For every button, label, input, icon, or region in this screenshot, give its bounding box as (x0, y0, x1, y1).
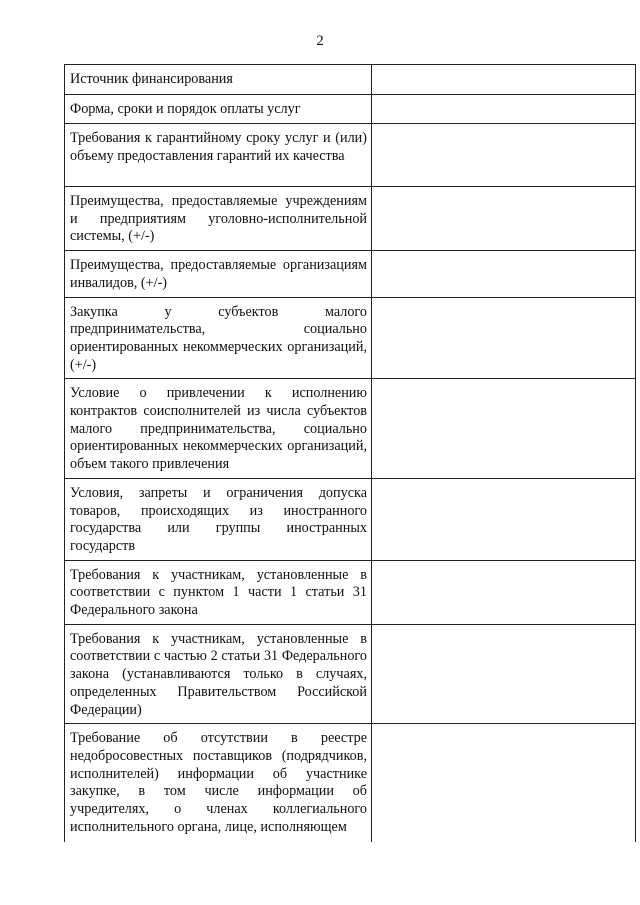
row-label: Требования к участникам, установленные в соответствии с частью 2 статьи 31 Федерального закона (устанавливаются только в случаях, определенных Правительством Российской Федерации) (70, 630, 367, 718)
row-label-cell (65, 251, 372, 297)
requirements-table (64, 64, 636, 842)
table-row-foreign-goods-restrictions (65, 478, 636, 560)
row-value-cell (372, 124, 636, 187)
table-row-funding-source (65, 65, 636, 95)
row-value-cell (372, 478, 636, 560)
row-label-cell (65, 379, 372, 479)
row-label: Источник финансирования (70, 71, 233, 87)
row-value-cell (372, 187, 636, 251)
row-label-cell (65, 560, 372, 624)
row-value-cell (372, 379, 636, 479)
table-row-warranty-requirements (65, 124, 636, 187)
table-row-small-business-purchase (65, 297, 636, 379)
row-label: Требования к гарантийному сроку услуг и (или) объему предоставления гарантий их качества (70, 130, 367, 164)
row-label: Требования к участникам, установленные в соответствии с пунктом 1 части 1 статьи 31 Федерального закона (70, 566, 367, 619)
row-label-cell (65, 95, 372, 124)
page-number: 2 (316, 33, 324, 49)
row-label-cell (65, 187, 372, 251)
row-label: Форма, сроки и порядок оплаты услуг (70, 101, 301, 117)
row-label-cell (65, 297, 372, 379)
row-value-cell (372, 297, 636, 379)
row-label-cell (65, 478, 372, 560)
row-label-cell (65, 624, 372, 724)
row-value-cell (372, 560, 636, 624)
table-row-payment-terms (65, 95, 636, 124)
table-row-subcontractor-condition (65, 379, 636, 479)
row-value-cell (372, 724, 636, 842)
table-row-disabled-org-advantages (65, 251, 636, 297)
row-label-cell (65, 124, 372, 187)
table-row-participant-requirements-31-1 (65, 560, 636, 624)
row-label: Преимущества, предоставляемые учреждениям и предприятиям уголовно-исполнительной системы, (+/-) (70, 193, 367, 245)
table-row-unscrupulous-suppliers-registry (65, 724, 636, 842)
row-label: Закупка у субъектов малого предпринимательства, социально ориентированных некоммерческих организаций, (+/-) (70, 303, 367, 373)
table-row-participant-requirements-31-2 (65, 624, 636, 724)
row-label-cell (65, 65, 372, 95)
row-label-cell (65, 724, 372, 842)
row-value-cell (372, 251, 636, 297)
table-row-penal-system-advantages (65, 187, 636, 251)
row-label: Требование об отсутствии в реестре недобросовестных поставщиков (подрядчиков, исполнителей) информации об участнике закупке, в том числе информации об учредителях, о членах коллегиального исполнительного органа, лице, исполняющем (70, 730, 367, 835)
row-label: Условие о привлечении к исполнению контрактов соисполнителей из числа субъектов малого предпринимательства, социально ориентированных некоммерческих организаций, объем такого привлечения (70, 385, 367, 473)
row-label: Преимущества, предоставляемые организациям инвалидов, (+/-) (70, 257, 367, 291)
row-value-cell (372, 624, 636, 724)
row-label: Условия, запреты и ограничения допуска товаров, происходящих из иностранного государства или группы иностранных государств (70, 484, 367, 554)
row-value-cell (372, 95, 636, 124)
row-value-cell (372, 65, 636, 95)
